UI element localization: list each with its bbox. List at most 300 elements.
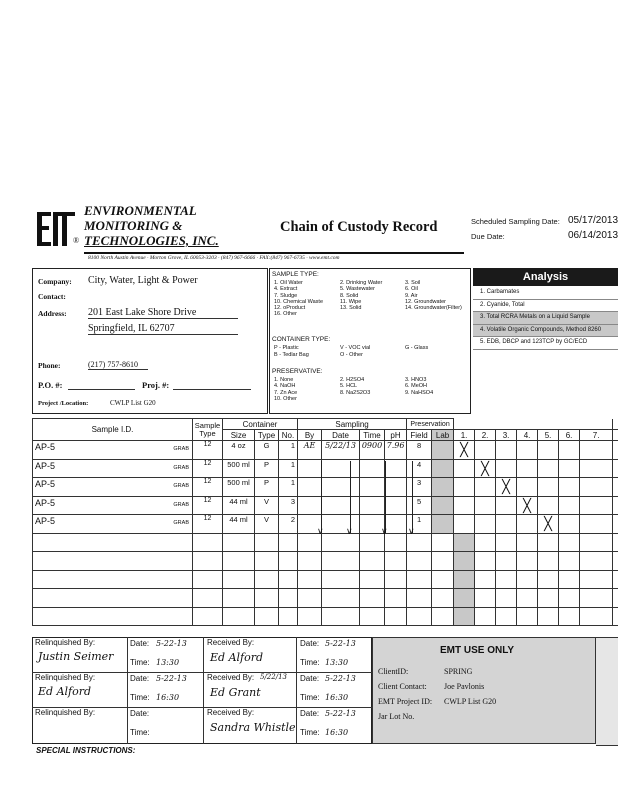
analysis-cell (475, 515, 496, 534)
relinquished-label: Relinquished By: (35, 638, 96, 647)
empty-cell (385, 533, 407, 552)
received-date: 5-22-13 (325, 709, 356, 718)
empty-cell (279, 607, 298, 626)
empty-cell (255, 552, 279, 571)
empty-cell (613, 552, 618, 571)
special-instructions-label: SPECIAL INSTRUCTIONS: (36, 746, 136, 755)
analysis-cell (538, 478, 559, 497)
preservative-opt-b-3: 8. Na2S2O3 (340, 389, 371, 396)
empty-cell (193, 552, 223, 571)
custody-div-2 (203, 637, 204, 744)
empty-cell (385, 589, 407, 608)
relinquished-label: Relinquished By: (35, 708, 96, 717)
project-label: Project /Location: (38, 400, 89, 407)
empty-cell (517, 607, 538, 626)
cell-size: 500 ml (223, 459, 255, 478)
received-label: Received By: (207, 638, 255, 647)
empty-row (33, 533, 618, 552)
sample-id-cell (33, 515, 193, 534)
cell-date (322, 478, 360, 497)
analysis-cell (517, 515, 538, 534)
proj-line (173, 389, 251, 390)
cell-field: 8 (407, 441, 432, 460)
received-signature: Ed Grant (210, 686, 261, 699)
empty-cell (496, 533, 517, 552)
sample-grab: GRAB (173, 501, 189, 508)
container-type-title: CONTAINER TYPE: (272, 336, 331, 343)
analysis-cell (475, 441, 496, 460)
empty-cell (322, 607, 360, 626)
analysis-item-4: 4. Volatile Organic Compounds, Method 8260 (473, 325, 618, 338)
date-label: Date: (130, 639, 150, 648)
analysis-col-2: 2. (475, 430, 496, 441)
sample-type-opt-a-5: 12. oProduct (274, 305, 306, 312)
empty-cell (613, 607, 618, 626)
empty-cell (613, 533, 618, 552)
sample-type-col3 (405, 280, 462, 311)
sample-id-cell (33, 496, 193, 515)
empty-cell (517, 552, 538, 571)
empty-cell (580, 533, 613, 552)
analysis-mark: ╳ (523, 497, 531, 513)
cell-field: 5 (407, 496, 432, 515)
analysis-cell (496, 496, 517, 515)
analysis-cell (454, 515, 475, 534)
empty-cell (432, 607, 454, 626)
cell-date (322, 459, 360, 478)
header-by: By (298, 430, 322, 441)
cell-time (360, 496, 385, 515)
cell-field: 4 (407, 459, 432, 478)
sample-type-opt-c-5: 14. Groundwater(Filter) (405, 305, 462, 312)
empty-cell (360, 552, 385, 571)
sample-type-opt-b-1: 2. Drinking Water (340, 280, 383, 286)
relinquished-time: 13:30 (156, 658, 180, 667)
header-rule (84, 252, 464, 254)
empty-cell (538, 607, 559, 626)
analysis-cell (475, 478, 496, 497)
cell-ctype: P (255, 459, 279, 478)
sample-type-cell: 12 (193, 459, 223, 478)
analysis-col-5: 5. (538, 430, 559, 441)
sample-type-opt-a-2: 4. Extract (274, 286, 298, 293)
received-by-date: 5/22/13 (260, 673, 287, 681)
sample-type-opt-c-1: 3. Soil (405, 280, 421, 286)
preservative-opt-c-3: 9. NaHSO4 (405, 389, 434, 396)
cell-by (298, 496, 322, 515)
empty-cell (517, 570, 538, 589)
empty-cell (279, 533, 298, 552)
analysis-cell (496, 441, 517, 460)
time-label: Time: (130, 728, 150, 737)
analysis-cell (613, 496, 618, 515)
received-time: 13:30 (325, 658, 349, 667)
header-date: Date (322, 430, 360, 441)
client-id-value: SPRING (444, 667, 473, 676)
analysis-cell (454, 459, 475, 478)
empty-cell (475, 589, 496, 608)
received-signature: Ed Alford (210, 651, 264, 664)
header-type: Type (255, 430, 279, 441)
analysis-cell (613, 441, 618, 460)
cell-size: 44 ml (223, 496, 255, 515)
cell-lab (432, 441, 454, 460)
empty-cell (298, 607, 322, 626)
sample-id: AP-5 (35, 497, 56, 508)
empty-cell (223, 533, 255, 552)
sample-id: AP-5 (35, 460, 56, 471)
analysis-item-3: 3. Total RCRA Metals on a Liquid Sample (473, 312, 618, 325)
empty-cell (255, 570, 279, 589)
analysis-cell (613, 515, 618, 534)
sample-row (33, 496, 618, 515)
cell-ctype: V (255, 515, 279, 534)
sample-type-opt-c-3: 9. Air (405, 292, 418, 299)
ditto-arrow-head: ∨ (317, 526, 324, 536)
empty-cell (255, 607, 279, 626)
emt-use-title: EMT USE ONLY (440, 645, 515, 656)
cell-lab (432, 496, 454, 515)
sample-id: AP-5 (35, 479, 56, 489)
preservative-opt-a-2: 4. NaOH (274, 383, 296, 390)
sample-row (33, 459, 618, 478)
cell-date (322, 496, 360, 515)
analysis-mark: ╳ (502, 479, 510, 495)
cell-ctype: P (255, 478, 279, 497)
empty-cell (193, 570, 223, 589)
sample-id-cell (33, 478, 193, 497)
analysis-cell (454, 441, 475, 460)
empty-row (33, 607, 618, 626)
cell-lab (432, 478, 454, 497)
received-label: Received By: (207, 673, 255, 682)
relinquished-signature: Justin Seimer (38, 650, 114, 663)
received-signature: Sandra Whistle (210, 721, 296, 734)
cell-date (322, 515, 360, 534)
empty-cell (407, 570, 432, 589)
sched-date-label: Scheduled Sampling Date: (471, 217, 560, 226)
empty-cell (193, 607, 223, 626)
contact-label: Contact: (38, 292, 66, 301)
analysis-col-7: 7. (580, 430, 613, 441)
address-label: Address: (38, 309, 67, 318)
preservative-opt-a-4: 10. Other (274, 395, 297, 402)
empty-row (33, 570, 618, 589)
empty-cell (517, 589, 538, 608)
custody-div-1 (127, 637, 128, 744)
empty-cell (559, 570, 580, 589)
analysis-cell (559, 515, 580, 534)
emt-side-panel (596, 637, 618, 746)
analysis-cell (559, 441, 580, 460)
analysis-cell (517, 496, 538, 515)
analysis-cell (613, 459, 618, 478)
date-label: Date: (130, 709, 150, 718)
empty-cell (255, 589, 279, 608)
po-line (68, 389, 135, 390)
empty-cell (407, 589, 432, 608)
time-label: Time: (130, 658, 150, 667)
analysis-cell (454, 496, 475, 515)
date-label: Date: (300, 674, 320, 683)
empty-cell (475, 552, 496, 571)
custody-div-3 (296, 637, 297, 744)
empty-cell (279, 552, 298, 571)
analysis-cell (475, 459, 496, 478)
address-line-1: 201 East Lake Shore Drive (88, 307, 238, 319)
time-label: Time: (300, 728, 320, 737)
analysis-cell (580, 496, 613, 515)
cell-ph (385, 478, 407, 497)
empty-cell (223, 552, 255, 571)
empty-cell (279, 570, 298, 589)
analysis-mark: ╳ (544, 516, 552, 532)
empty-cell (322, 533, 360, 552)
analysis-col-1: 1. (454, 430, 475, 441)
analysis-cell (517, 459, 538, 478)
sample-id-cell (33, 441, 193, 460)
cell-no: 2 (279, 515, 298, 534)
cell-ctype: G (255, 441, 279, 460)
cell-size: 44 ml (223, 515, 255, 534)
analysis-item-2: 2. Cyanide, Total (473, 300, 618, 313)
analysis-cell (538, 441, 559, 460)
analysis-cell (454, 478, 475, 497)
empty-cell (475, 607, 496, 626)
empty-cell (223, 570, 255, 589)
empty-cell (475, 533, 496, 552)
analysis-cell (538, 459, 559, 478)
empty-cell (33, 570, 193, 589)
analysis-header (473, 268, 618, 286)
relinquished-date: 5-22-13 (156, 639, 187, 648)
empty-cell (580, 589, 613, 608)
empty-cell (559, 552, 580, 571)
cell-by (298, 478, 322, 497)
analysis-mark: ╳ (481, 460, 489, 476)
analysis-cell (559, 496, 580, 515)
empty-cell (385, 552, 407, 571)
phone-label: Phone: (38, 361, 61, 370)
cell-by: AE (298, 441, 322, 460)
empty-cell (454, 533, 475, 552)
preservative-opt-c-2: 6. MeOH (405, 383, 428, 390)
empty-cell (580, 552, 613, 571)
ditto-arrow (385, 461, 386, 533)
empty-cell (496, 589, 517, 608)
analysis-cell (559, 459, 580, 478)
empty-cell (322, 589, 360, 608)
empty-cell (559, 533, 580, 552)
analysis-cell (496, 515, 517, 534)
client-info-box (32, 268, 268, 414)
empty-cell (33, 533, 193, 552)
empty-cell (385, 607, 407, 626)
received-time: 16:30 (325, 693, 349, 702)
empty-cell (517, 533, 538, 552)
cell-no: 1 (279, 459, 298, 478)
sample-type-col1 (274, 280, 323, 318)
cell-time: 0900 (360, 441, 385, 460)
cell-no: 1 (279, 441, 298, 460)
empty-cell (223, 589, 255, 608)
preservative-col2 (340, 377, 370, 396)
cell-by (298, 459, 322, 478)
sample-type-opt-a-1: 1. Oil Water (274, 280, 303, 286)
due-date-label: Due Date: (471, 232, 505, 241)
company-address: 8100 North Austin Avenue · Morton Grove, IL 60053-3203 · (847) 967-6666 · FAX:(847) 967-6735 · www.emt.com (88, 255, 340, 261)
empty-cell (298, 589, 322, 608)
empty-cell (322, 552, 360, 571)
cell-size: 4 oz (223, 441, 255, 460)
proj-label: Proj. #: (142, 380, 170, 390)
empty-cell (223, 607, 255, 626)
analysis-list (473, 287, 618, 350)
company-label: Company: (38, 277, 72, 286)
cell-no: 1 (279, 478, 298, 497)
header-preservation: Preservation (407, 419, 454, 430)
sample-type-col2 (340, 280, 382, 311)
empty-cell (496, 552, 517, 571)
cell-date: 5/22/13 (322, 441, 360, 460)
header-container: Container (223, 419, 298, 430)
empty-cell (454, 589, 475, 608)
analysis-cell (580, 478, 613, 497)
project-value: CWLP List G20 (110, 399, 156, 407)
cell-lab (432, 459, 454, 478)
sample-type-cell: 12 (193, 478, 223, 497)
empty-cell (496, 570, 517, 589)
cell-time (360, 478, 385, 497)
sample-id-cell (33, 459, 193, 478)
sample-type-opt-a-3: 7. Sludge (274, 292, 298, 299)
cell-ph (385, 496, 407, 515)
empty-cell (255, 533, 279, 552)
relinquished-date: 5-22-13 (156, 674, 187, 683)
date-label: Date: (300, 709, 320, 718)
analysis-cell (580, 515, 613, 534)
sample-grid (32, 418, 618, 626)
address-line-2: Springfield, IL 62707 (88, 323, 238, 335)
analysis-col-6: 6. (559, 430, 580, 441)
analysis-cell (496, 459, 517, 478)
received-date: 5-22-13 (325, 639, 356, 648)
sample-type-opt-b-2: 5. Wastewater (340, 286, 375, 293)
empty-row (33, 552, 618, 571)
empty-cell (407, 607, 432, 626)
sample-type-opt-c-4: 12. Groundwater (405, 298, 446, 305)
phone-value: (217) 757-8610 (88, 360, 148, 370)
date-label: Date: (300, 639, 320, 648)
time-label: Time: (130, 693, 150, 702)
analysis-cell (496, 478, 517, 497)
empty-cell (360, 570, 385, 589)
header-field: Field (407, 430, 432, 441)
ditto-arrow (412, 461, 413, 533)
analysis-title: Analysis (522, 271, 569, 283)
empty-cell (559, 607, 580, 626)
ditto-arrow (350, 461, 351, 533)
analysis-mark: ╳ (460, 442, 468, 458)
form-title: Chain of Custody Record (280, 219, 438, 235)
empty-cell (432, 589, 454, 608)
cell-ph: 7.96 (385, 441, 407, 460)
received-time: 16:30 (325, 728, 349, 737)
ditto-arrow (321, 461, 322, 533)
sample-grab: GRAB (173, 520, 189, 526)
empty-cell (454, 552, 475, 571)
empty-cell (454, 570, 475, 589)
sample-type-opt-b-4: 11. Wipe (340, 298, 362, 305)
empty-cell (33, 607, 193, 626)
received-label: Received By: (207, 708, 255, 717)
client-contact-label: Client Contact: (378, 682, 427, 691)
analysis-col-extra (613, 430, 618, 441)
client-id-label: ClientID: (378, 667, 409, 676)
empty-cell (33, 589, 193, 608)
empty-cell (432, 570, 454, 589)
cell-ph (385, 515, 407, 534)
preservative-opt-a-3: 7. Zn Ace (274, 389, 298, 396)
ditto-arrow-head: ∨ (346, 526, 353, 536)
header-sampling: Sampling (298, 419, 407, 430)
empty-cell (360, 589, 385, 608)
empty-cell (559, 589, 580, 608)
sample-grab: GRAB (173, 483, 189, 489)
empty-cell (407, 552, 432, 571)
empty-cell (475, 570, 496, 589)
empty-cell (580, 607, 613, 626)
analysis-item-5: 5. EDB, DBCP and 123TCP by GC/ECD (473, 337, 618, 350)
cell-no: 3 (279, 496, 298, 515)
relinquished-label: Relinquished By: (35, 673, 96, 682)
emt-project-id-value: CWLP List G20 (444, 697, 497, 706)
sample-row (33, 478, 618, 497)
header-sample-id: Sample I.D. (33, 419, 193, 441)
empty-cell (454, 607, 475, 626)
sched-date-value: 05/17/2013 (568, 215, 618, 226)
sample-grab: GRAB (173, 446, 189, 452)
sample-type-cell: 12 (193, 496, 223, 515)
empty-cell (360, 607, 385, 626)
sample-type-opt-a-4: 10. Chemical Waste (274, 298, 324, 305)
sample-type-cell: 12 (193, 515, 223, 534)
cell-lab (432, 515, 454, 534)
cell-ph (385, 459, 407, 478)
empty-cell (193, 589, 223, 608)
relinquished-signature: Ed Alford (38, 685, 92, 698)
analysis-cell (580, 441, 613, 460)
due-date-value: 06/14/2013 (568, 230, 618, 241)
empty-cell (432, 552, 454, 571)
empty-cell (432, 533, 454, 552)
empty-cell (322, 570, 360, 589)
cell-ctype: V (255, 496, 279, 515)
header-sample-type: Sample Type (193, 419, 223, 441)
empty-cell (580, 570, 613, 589)
empty-cell (538, 589, 559, 608)
analysis-col-3: 3. (496, 430, 517, 441)
analysis-cell (538, 496, 559, 515)
sample-row (33, 441, 618, 460)
preservative-col1 (274, 377, 297, 402)
analysis-cell (538, 515, 559, 534)
analysis-cell (613, 478, 618, 497)
jar-lot-label: Jar Lot No. (378, 712, 415, 721)
empty-cell (298, 570, 322, 589)
analysis-cell (559, 478, 580, 497)
empty-cell (613, 589, 618, 608)
